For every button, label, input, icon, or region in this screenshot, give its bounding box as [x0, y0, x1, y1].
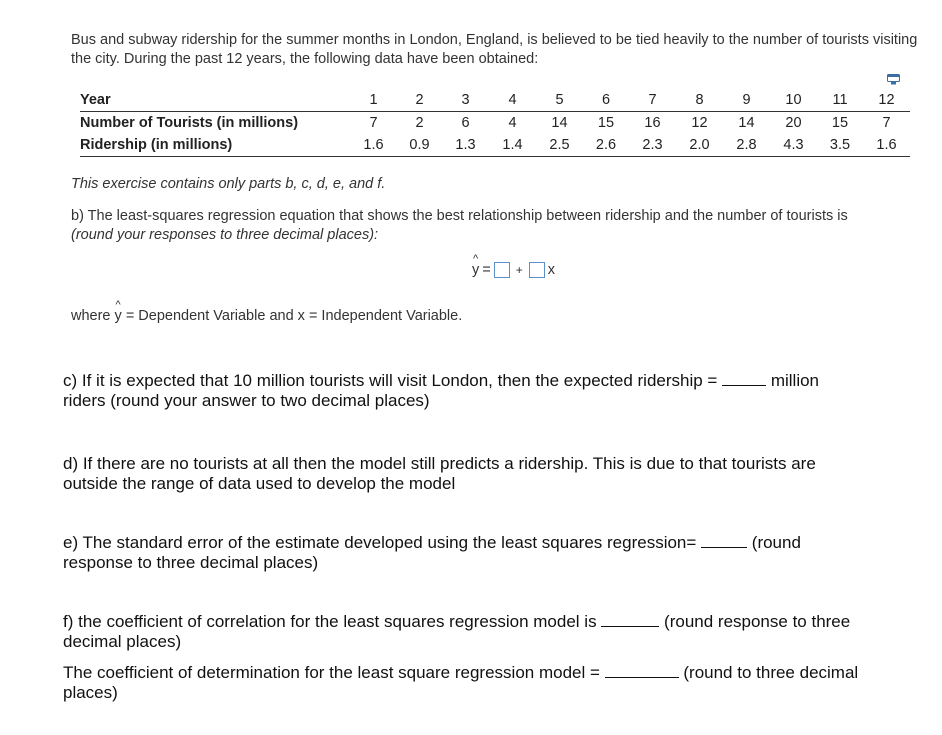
table-cell: 1.6 [350, 134, 397, 157]
part-e-suffix: (round response to three decimal places) [63, 533, 801, 572]
table-row [80, 112, 910, 135]
part-b-rounding-note: (round your responses to three decimal places): [71, 227, 379, 243]
y-hat-symbol [114, 299, 122, 324]
year-cell: 11 [817, 89, 863, 112]
table-cell: 2.0 [676, 134, 723, 157]
table-cell: 20 [785, 115, 802, 131]
part-c-question: c) If it is expected that 10 million tourists will visit London, then the expected ridership = [63, 371, 718, 390]
hat-symbol: ^ [115, 299, 121, 311]
year-cell: 3 [442, 89, 489, 112]
table-cell: 7 [882, 115, 891, 131]
year-cell: 12 [863, 89, 910, 112]
part-b-question: b) The least-squares regression equation that shows the best relationship between ridership and the number of tourists is [71, 208, 848, 224]
determination-question: The coefficient of determination for the least square regression model = [63, 663, 600, 682]
y-hat-symbol [472, 253, 480, 278]
year-cell: 9 [723, 89, 770, 112]
table-cell: 7 [369, 115, 378, 131]
table-cell: 3.5 [817, 134, 863, 157]
part-b-text [71, 207, 931, 245]
regression-equation [472, 253, 555, 278]
part-f-suffix: (round response to three decimal places) [63, 612, 851, 651]
part-e-answer-blank[interactable] [701, 533, 747, 548]
y-symbol: y [114, 308, 122, 324]
table-cell: 2.8 [723, 134, 770, 157]
hat-symbol: ^ [473, 253, 479, 265]
table-cell: 4.3 [770, 134, 817, 157]
x-symbol: x [547, 262, 555, 278]
where-definition: = Dependent Variable and x = Independent Variable. [125, 308, 463, 324]
part-c [63, 371, 863, 411]
equals-sign: = [482, 262, 491, 278]
determination-answer-blank[interactable] [605, 663, 679, 678]
where-note [71, 299, 463, 324]
where-prefix: where [71, 308, 111, 324]
table-cell: 14 [738, 115, 755, 131]
table-cell: 6 [461, 115, 470, 131]
table-cell: 2.5 [536, 134, 583, 157]
table-row [80, 134, 910, 157]
year-cell: 8 [676, 89, 723, 112]
header-label: Year [80, 89, 350, 112]
year-cell: 7 [629, 89, 676, 112]
table-cell: 4 [508, 115, 517, 131]
year-cell: 4 [489, 89, 536, 112]
table-header-row [80, 89, 910, 112]
part-e-question: e) The standard error of the estimate developed using the least squares regression= [63, 533, 697, 552]
intercept-answer-box[interactable] [494, 262, 510, 278]
part-c-answer-blank[interactable] [722, 371, 766, 386]
part-c-suffix: million riders (round your answer to two decimal places) [63, 371, 820, 410]
row-label: Number of Tourists (in millions) [80, 115, 299, 131]
determination-suffix: (round to three decimal places) [63, 663, 859, 702]
year-cell: 5 [536, 89, 583, 112]
data-table [80, 89, 910, 157]
table-cell: 2.6 [583, 134, 629, 157]
table-cell: 16 [644, 115, 661, 131]
part-f [63, 612, 863, 652]
year-cell: 2 [397, 89, 442, 112]
part-f-answer-blank[interactable] [601, 612, 659, 627]
y-symbol: y [472, 262, 480, 278]
exercise-note: This exercise contains only parts b, c, d, e, and f. [71, 176, 386, 192]
table-cell: 2.3 [629, 134, 676, 157]
row-label: Ridership (in millions) [80, 134, 350, 157]
table-cell: 0.9 [397, 134, 442, 157]
table-cell: 1.3 [442, 134, 489, 157]
table-cell: 15 [831, 115, 849, 131]
year-cell: 10 [770, 89, 817, 112]
table-cell: 1.6 [863, 134, 910, 157]
slope-answer-box[interactable] [529, 262, 545, 278]
year-cell: 6 [583, 89, 629, 112]
plus-sign: + [515, 263, 523, 277]
part-f-question: f) the coefficient of correlation for the least squares regression model is [63, 612, 597, 631]
part-e [63, 533, 863, 573]
copy-icon[interactable] [887, 74, 900, 85]
table-cell: 12 [691, 115, 708, 131]
intro-text: Bus and subway ridership for the summer months in London, England, is believed to be tied heavily to the number of tourists visiting the city. During the past 12 years, the following data have been obtained: [71, 32, 918, 67]
table-cell: 1.4 [489, 134, 536, 157]
year-cell: 1 [350, 89, 397, 112]
table-cell: 14 [551, 115, 568, 131]
part-d: d) If there are no tourists at all then the model still predicts a ridership. This is due to that tourists are outside the range of data used to develop the model [63, 454, 816, 493]
table-cell: 2 [415, 115, 424, 131]
part-f-determination [63, 663, 863, 703]
table-cell: 15 [597, 115, 615, 131]
